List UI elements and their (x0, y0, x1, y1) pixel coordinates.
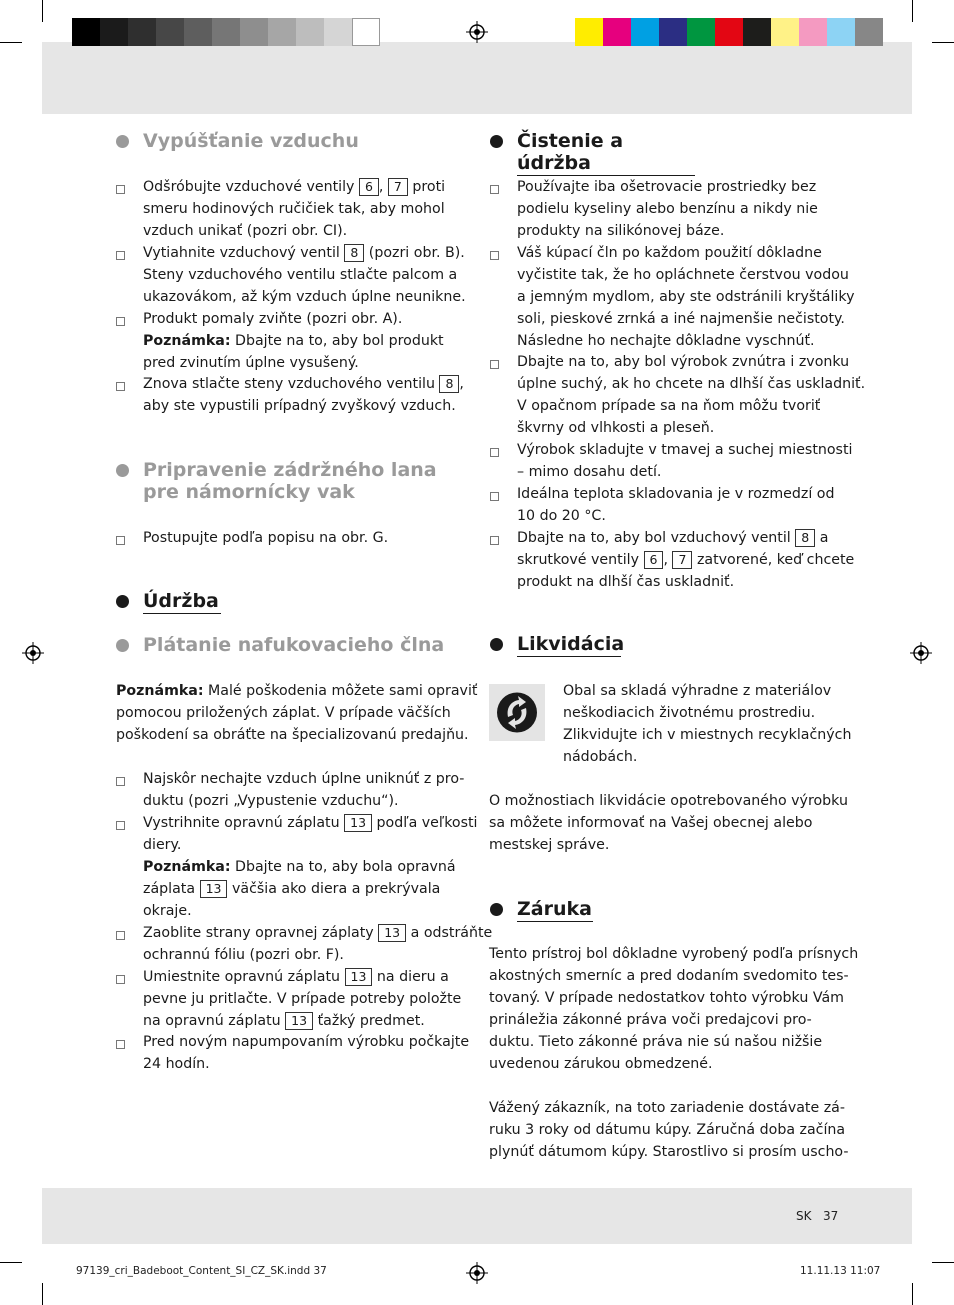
color-swatch (687, 18, 715, 46)
heading-cleaning: Čistenie a údržba (517, 130, 695, 176)
color-swatch (575, 18, 603, 46)
list-item: Pred novým napumpovaním výrobku počkajte 24 hodín. (143, 1031, 469, 1075)
registration-mark-icon (910, 642, 932, 664)
process-color-bar (575, 0, 885, 50)
color-swatch (100, 18, 128, 46)
list-item: Dbajte na to, aby bol vzduchový ventil 8 a skrutkové ventily 6 , 7 zatvorené, keď chcete produkt na dlhší čas uskladniť. (517, 527, 854, 593)
color-swatch (184, 18, 212, 46)
checkbox-bullet-icon (490, 185, 499, 194)
bullet-dot-icon (116, 135, 129, 148)
list-item: Ideálna teplota skladovania je v rozmedzí od 10 do 20 °C. (517, 483, 834, 527)
heading-air-release: Vypúšťanie vzduchu (143, 130, 359, 152)
color-swatch (212, 18, 240, 46)
print-date: 11.11.13 11:07 (800, 1265, 881, 1277)
color-swatch (855, 18, 883, 46)
list-item: Vytiahnite vzduchový ventil 8 (pozri obr. B). Steny vzduchového ventilu stlačte palcom a ukazovákom, až kým vzduch úplne neunikne. (143, 242, 466, 308)
checkbox-bullet-icon (490, 492, 499, 501)
checkbox-bullet-icon (116, 185, 125, 194)
heading-patching: Plátanie nafukovacieho člna (143, 634, 444, 656)
color-swatch (743, 18, 771, 46)
list-item: Odšróbujte vzduchové ventily 6 , 7 proti smeru hodinových ručičiek tak, aby mohol vzduch unikať (pozri obr. CI). (143, 176, 445, 242)
list-item: Vystrihnite opravnú záplatu 13 podľa veľkosti diery. Poznámka: Dbajte na to, aby bola opravná záplata 13 väčšia ako diera a prekrývala okraje. (143, 812, 478, 922)
checkbox-bullet-icon (490, 536, 499, 545)
checkbox-bullet-icon (116, 777, 125, 786)
header-band (42, 42, 912, 114)
green-dot-recycling-icon (489, 684, 545, 741)
registration-mark-icon (22, 642, 44, 664)
bullet-dot-icon (490, 135, 503, 148)
list-item: Zaoblite strany opravnej záplaty 13 a odstráňte ochrannú fóliu (pozri obr. F). (143, 922, 492, 966)
color-swatch (156, 18, 184, 46)
checkbox-bullet-icon (116, 821, 125, 830)
list-item: Výrobok skladujte v tmavej a suchej miestnosti – mimo dosahu detí. (517, 439, 852, 483)
bullet-dot-icon (490, 638, 503, 651)
checkbox-bullet-icon (116, 975, 125, 984)
bullet-dot-icon (116, 639, 129, 652)
checkbox-bullet-icon (116, 251, 125, 260)
grayscale-color-bar (72, 0, 380, 50)
heading-warranty: Záruka (517, 898, 593, 922)
color-swatch (352, 18, 380, 46)
checkbox-bullet-icon (116, 1040, 125, 1049)
list-item: Postupujte podľa popisu na obr. G. (143, 527, 388, 549)
print-file-info: 97139_cri_Badeboot_Content_SI_CZ_SK.indd 37 (76, 1265, 327, 1277)
color-swatch (659, 18, 687, 46)
list-item: Váš kúpací čln po každom použití dôkladne vyčistite tak, že ho opláchnete čerstvou vodou a jemným mydlom, aby ste odstránili kryštáliky soli, pieskové zrnká a iné najmenšie nečistoty. Následne ho nechajte dôkladne vyschnúť. (517, 242, 854, 352)
registration-mark-icon (466, 21, 488, 43)
checkbox-bullet-icon (490, 360, 499, 369)
bullet-dot-icon (490, 903, 503, 916)
color-swatch (827, 18, 855, 46)
registration-mark-icon (466, 1262, 488, 1284)
list-item: Umiestnite opravnú záplatu 13 na dieru a pevne ju pritlačte. V prípade potreby položte na opravnú záplatu 13 ťažký predmet. (143, 966, 461, 1032)
checkbox-bullet-icon (116, 382, 125, 391)
list-item: Produkt pomaly zviňte (pozri obr. A). Poznámka: Dbajte na to, aby bol produkt pred zvinutím úplne vysušený. (143, 308, 444, 374)
color-swatch (603, 18, 631, 46)
bullet-dot-icon (116, 595, 129, 608)
color-swatch (296, 18, 324, 46)
color-swatch (771, 18, 799, 46)
checkbox-bullet-icon (116, 317, 125, 326)
list-item: Znova stlačte steny vzduchového ventilu 8 , aby ste vypustili prípadný zvyškový vzduch. (143, 373, 464, 417)
list-item: Používajte iba ošetrovacie prostriedky bez podielu kyseliny alebo benzínu a nikdy nie produkty na silikónovej báze. (517, 176, 818, 242)
bullet-dot-icon (116, 464, 129, 477)
disposal-info-paragraph: O možnostiach likvidácie opotrebovaného výrobku sa môžete informovať na Vašej obecnej alebo mestskej správe. (489, 793, 848, 853)
checkbox-bullet-icon (116, 931, 125, 940)
color-swatch (631, 18, 659, 46)
color-swatch (128, 18, 156, 46)
footer-band (42, 1188, 912, 1244)
color-swatch (799, 18, 827, 46)
heading-rope-preparation: Pripravenie zádržného lana pre námornícky vak (143, 459, 437, 503)
color-swatch (72, 18, 100, 46)
checkbox-bullet-icon (490, 251, 499, 260)
color-swatch (324, 18, 352, 46)
warranty-paragraph: Tento prístroj bol dôkladne vyrobený podľa prísnych akostných smerníc a pred dodaním svedomito tes- tovaný. V prípade nedostatkov tohto výrobku Vám prináležia zákonné práva voči predajcovi pro- duktu. Tieto zákonné práva nie sú našou nižšie uvedenou zárukou obmedzené. (489, 946, 859, 1072)
warranty-paragraph-2: Vážený zákazník, na toto zariadenie dostávate zá- ruku 3 roky od dátumu kúpy. Záručná doba začína plynúť dátumom kúpy. Starostlivo si prosím uscho- (489, 1100, 849, 1160)
page-number: SK 37 (796, 1209, 839, 1223)
color-swatch (268, 18, 296, 46)
list-item: Najskôr nechajte vzduch úplne uniknúť z pro- duktu (pozri „Vypustenie vzduchu“). (143, 768, 464, 812)
color-swatch (240, 18, 268, 46)
note-paragraph: Poznámka: Malé poškodenia môžete sami opraviť pomocou priložených záplat. V prípade väčších poškodení sa obráťte na špecializovanú predajňu. (116, 683, 478, 743)
checkbox-bullet-icon (116, 536, 125, 545)
checkbox-bullet-icon (490, 448, 499, 457)
heading-maintenance: Údržba (143, 590, 221, 614)
list-item: Dbajte na to, aby bol výrobok zvnútra i zvonku úplne suchý, ak ho chcete na dlhší čas uskladniť. V opačnom prípade sa na ňom môžu tvoriť škvrny od vlhkosti a pleseň. (517, 351, 865, 439)
heading-disposal: Likvidácia (517, 633, 621, 657)
color-swatch (715, 18, 743, 46)
disposal-paragraph: Obal sa skladá výhradne z materiálov neškodiacich životnému prostrediu. Zlikvidujte ich v miestnych recyklačných nádobách. (563, 683, 852, 765)
